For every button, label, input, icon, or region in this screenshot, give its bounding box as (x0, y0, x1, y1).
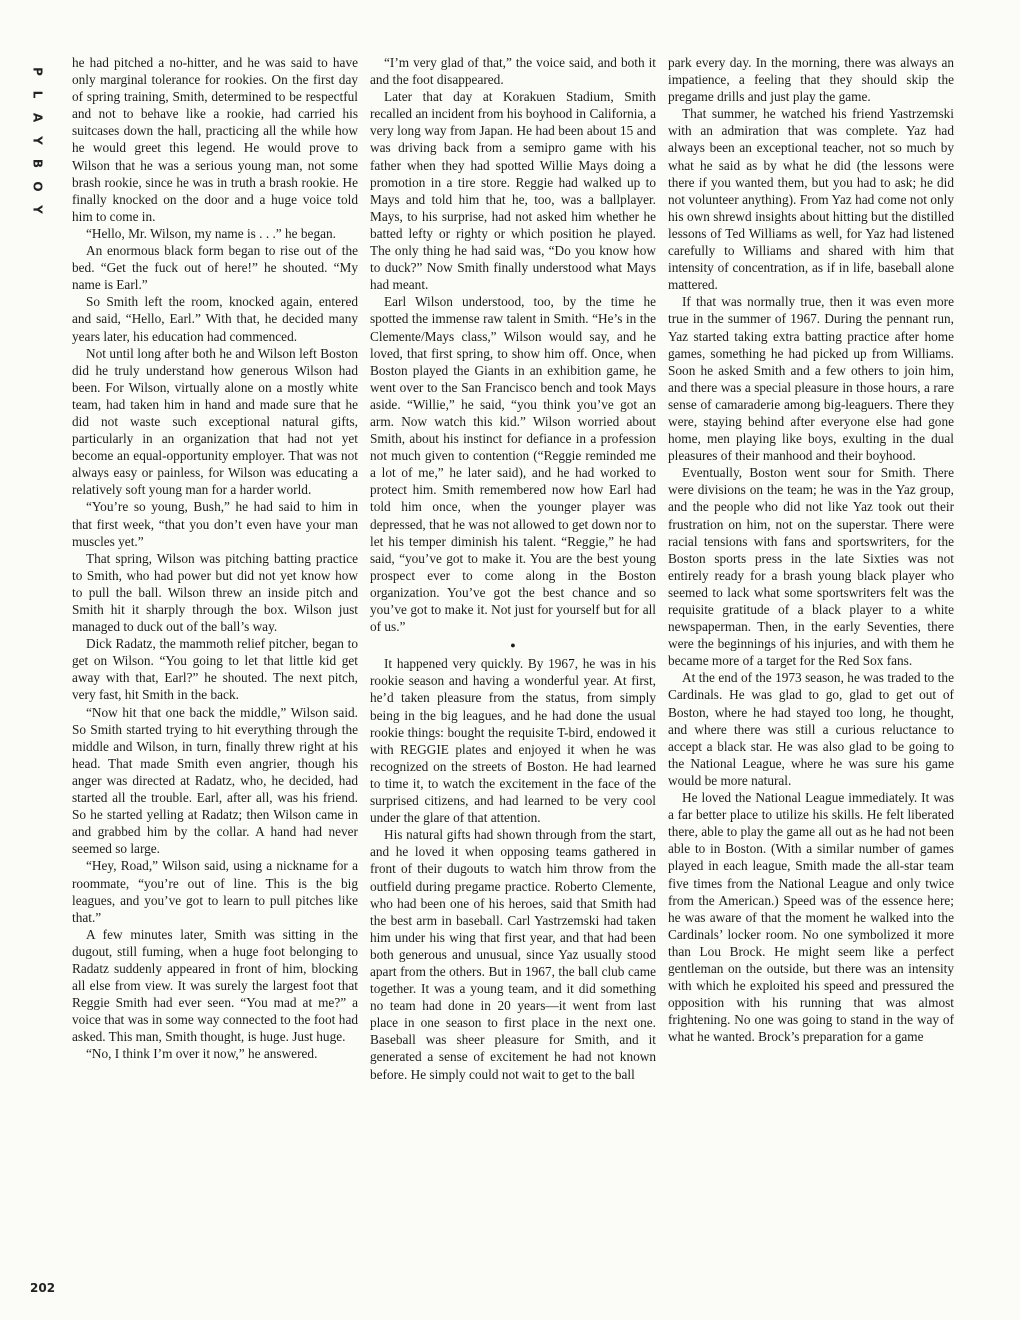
logo-letter: P (30, 67, 45, 76)
paragraph: A few minutes later, Smith was sitting in the dugout, still fuming, when a huge foot belonging to Radatz suddenly appeared in front of him, blocking all else from view. It was surely the largest foot that Reggie Smith had ever seen. “You mad at me?” a voice that was in some way connected to the foot had asked. This man, Smith thought, is huge. Just huge. (72, 926, 358, 1045)
paragraph: “Hey, Road,” Wilson said, using a nickname for a roommate, “you’re out of line. This is the big leagues, and you’ve got to learn to pull pitches like that.” (72, 858, 358, 925)
paragraph: That spring, Wilson was pitching batting practice to Smith, who had power but did not yet know how to pull the ball. Wilson threw an inside pitch and Smith hit it sharply through the box. Wilson just managed to duck out of the ball’s way. (72, 550, 358, 635)
paragraph: “No, I think I’m over it now,” he answered. (86, 1046, 318, 1062)
logo-letter: Y (30, 205, 45, 214)
paragraph: He loved the National League immediately. It was a far better place to utilize his skills. He felt liberated there, able to play the game all out as he had not been able to in Boston. (With a similar number of games played in each league, Smith made the all-star team five times from the National League and only twice from the American.) Speed was of the essence here; he was aware of that the moment he walked into the Cardinals’ locker room. No one symbolized it more than Lou Brock. He might seem like a perfect gentleman on the outside, but there was an intensity with which he exploited his speed and pressured the opposition with his running that was almost frightening. No one was going to stand in the way of what he wanted. Brock’s preparation for a game (668, 790, 954, 1045)
paragraph: At the end of the 1973 season, he was traded to the Cardinals. He was glad to go, glad to get out of Boston, where he had stayed too long, he thought, and where there was still a curious reluctance to accept a black star. He was also glad to be going to the National League, where he was sure his game would be more natural. (668, 670, 954, 788)
paragraph: “You’re so young, Bush,” he had said to him in that first week, “that you don’t even have your man muscles yet.” (72, 499, 358, 549)
paragraph: It happened very quickly. By 1967, he was in his rookie season and having a wonderful year. At first, he’d taken pleasure from the status, from simply being in the big leagues, and he had done the usual rookie things: bought the requisite T-bird, endowed it with REGGIE plates and enjoyed it when he was recognized on the streets of Boston. He had learned to time it, to watch the excitement in the face of the surprised citizens, and had learned to be very cool under the glare of that attention. (370, 656, 656, 826)
logo-letter: L (30, 90, 45, 99)
article-column-2 (370, 54, 656, 1300)
paragraph: park every day. In the morning, there was always an impatience, a feeling that they should skip the pregame drills and just play the game. (668, 55, 954, 105)
logo-letter: Y (30, 136, 45, 145)
paragraph: he had pitched a no-hitter, and he was said to have only marginal tolerance for rookies. On the first day of spring training, Smith, determined to be respectful and not to behave like a rookie, had carried his suitcases down the hall, practicing all the while how he would greet this legend. He would prove to Wilson that he was a serious young man, not some brash rookie, since he was in truth a brash rookie. He finally knocked on the door and a huge voice told him to come in. (72, 55, 358, 224)
paragraph: His natural gifts had shown through from the start, and he loved it when opposing teams gathered in front of their dugouts to watch him throw from the outfield during pregame practice. Roberto Clemente, who had been one of his heroes, said that Smith had the best arm in baseball. Carl Yastrzemski had taken him under his wing that first year, and that had been both generous and unusual, since Yaz usually stood apart from the others. But in 1967, the ball club came together. It was a young team, and it did something no team had done in 20 years—it went from last place in one season to first place in the next one. Baseball was sheer pleasure for Smith, and it generated a sense of excitement he had not known before. He simply could not wait to get to the ball (370, 827, 656, 1082)
article-column-1 (72, 54, 358, 1300)
paragraph: Later that day at Korakuen Stadium, Smith recalled an incident from his boyhood in California, a very long way from Japan. He had been about 15 and was driving back from a semipro game with his father when they had spotted Willie Mays doing a promotion in a tire store. Reggie had walked up to Mays and told him that he, too, was a ballplayer. Mays, to his surprise, had not asked him whether he batted lefty or righty or which position he played. The only thing he had said was, “Do you know how to duck?” Now Smith finally understood what Mays had meant. (370, 89, 656, 293)
paragraph: Dick Radatz, the mammoth relief pitcher, began to get on Wilson. “You going to let that little kid get away with that, Earl?” he shouted. The next pitch, very fast, hit Smith in the back. (72, 636, 358, 703)
paragraph: “I’m very glad of that,” the voice said, and both it and the foot disappeared. (370, 55, 656, 88)
paragraph: Earl Wilson understood, too, by the time he spotted the immense raw talent in Smith. “He’s in the Clemente/Mays class,” Wilson would say, and he loved, that first spring, to show him off. Once, when Boston played the Giants in an exhibition game, he went over to the San Francisco bench and took Mays aside. “Willie,” he said, “you think you’ve got an arm. Now watch this kid.” Wilson worried about Smith, about his instinct for defiance in a profession not much given to contention (“Reggie reminded me a lot of me,” he later said), and he had worked to protect him. Smith remembered now how Earl had told him once, when the younger player was depressed, that he was not allowed to get down nor to let his temper diminish his talent. “Reggie,” he had said, “you’ve got to make it. You are the best young prospect ever to come along in the Boston organization. You’ve got the best chance and so you’ve got to make it. Not just for yourself but for all of us.” (370, 294, 656, 635)
paragraph: “Hello, Mr. Wilson, my name is . . .” he began. (86, 225, 336, 241)
paragraph: “Now hit that one back the middle,” Wilson said. So Smith started trying to hit everything through the middle and Wilson, in turn, finally threw right at his head. That made Smith even angrier, though his anger was directed at Radatz, who, he decided, had started all the trouble. Earl, after all, was his friend. So he started yelling at Radatz; then Wilson came in and grabbed him by the collar. A hand had never seemed so large. (72, 704, 358, 857)
magazine-sidebar-logo (30, 60, 44, 221)
logo-letter: A (30, 112, 45, 123)
paragraph: If that was normally true, then it was even more true in the summer of 1967. During the pennant run, Yaz started taking extra batting practice after home games, something he had picked up from Williams. Soon he asked Smith and a few others to join him, and there was a special pleasure in those hours, a rare sense of camaraderie among big-leaguers. There they were, staying behind after everyone else had gone home, men playing like boys, exulting in the dual pleasures of their manhood and their boyhood. (668, 294, 954, 464)
logo-letter: B (30, 158, 45, 169)
paragraph: That summer, he watched his friend Yastrzemski with an admiration that was complete. Yaz had always been an exceptional teacher, not so much by what he said as by what he did (the lessons were there if you wanted them, but you had to ask; he did not volunteer anything). From Yaz had come not only his own shrewd insights about hitting but the distilled lessons of Ted Williams as well, for Yaz had listened carefully to Williams and shared with him that intensity of concentration, as if in life, baseball alone mattered. (668, 106, 954, 293)
page-number: 202 (30, 1281, 56, 1295)
section-break-dot: ● (510, 640, 516, 651)
logo-letter: O (30, 181, 45, 192)
paragraph: An enormous black form began to rise out of the bed. “Get the fuck out of here!” he shouted. “My name is Earl.” (72, 243, 358, 293)
paragraph: Eventually, Boston went sour for Smith. There were divisions on the team; he was in the Yaz group, and the people who did not like Yaz took out their frustration on him, not on the superstar. There were racial tensions with fans and sportswriters, for the Boston sports press in the late Sixties was not entirely ready for a brash young black player who seemed to lack what some sportswriters felt was the requisite gratitude of a black player to a white newspaperman. Then, in the early Seventies, there were the beginnings of his injuries, and with them he became more of a target for the Red Sox fans. (668, 465, 954, 669)
paragraph: Not until long after both he and Wilson left Boston did he truly understand how generous Wilson had been. For Wilson, virtually alone on a mostly white team, had taken him in hand and made sure that he did not waste such exceptional natural gifts, particularly in an organization that had not yet become an equal-opportunity employer. That was not always easy or painless, for Wilson was educating a relatively soft young man for a harder world. (72, 345, 358, 498)
article-column-3 (668, 54, 954, 1300)
paragraph: So Smith left the room, knocked again, entered and said, “Hello, Earl.” With that, he decided many years later, his education had commenced. (72, 294, 358, 344)
